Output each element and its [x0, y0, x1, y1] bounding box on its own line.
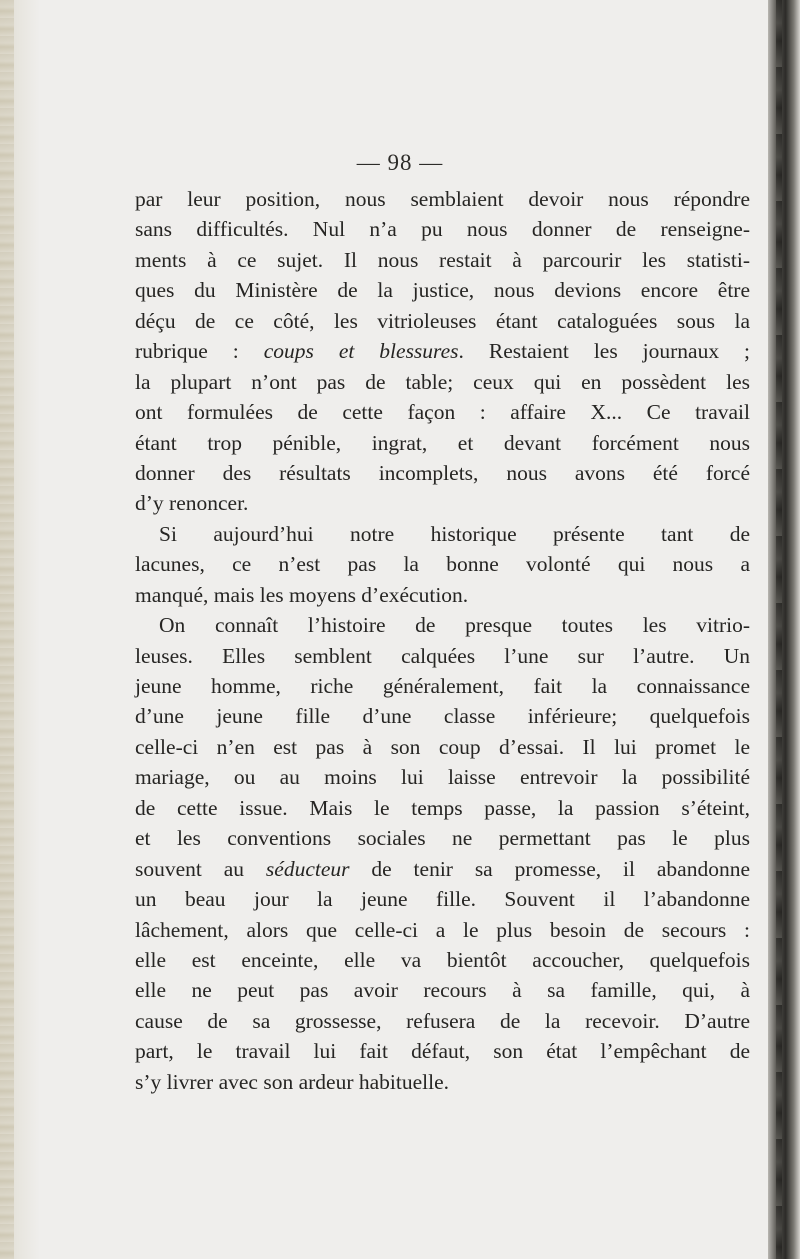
text-line [135, 1006, 750, 1036]
text-line [135, 367, 750, 397]
text-line [135, 945, 750, 975]
text-span: lâchement, alors que celle-ci a le plus besoin de secours : [135, 917, 750, 942]
text-span: On connaît l’histoire de presque toutes les vitrio- [159, 613, 750, 638]
italic-text-span: coups et blessures [263, 339, 459, 364]
text-line [135, 428, 750, 458]
text-span: sans difficultés. Nul n’a pu nous donner de renseigne- [135, 217, 750, 242]
text-line [135, 275, 750, 305]
book-binding-edge [768, 0, 800, 1259]
text-line [135, 245, 750, 275]
text-span: s’y livrer avec son ardeur habituelle. [135, 1069, 450, 1094]
text-line [135, 701, 750, 731]
text-line [135, 915, 750, 945]
scan-left-margin [0, 0, 40, 1259]
text-span: de cette issue. Mais le temps passe, la passion s’éteint, [135, 795, 750, 820]
text-line [135, 306, 750, 336]
text-line [135, 214, 750, 244]
text-line [135, 1036, 750, 1066]
text-line [135, 397, 750, 427]
text-span: d’une jeune fille d’une classe inférieure; quelquefois [135, 704, 750, 729]
text-line [135, 671, 750, 701]
text-span: ont formulées de cette façon : affaire X... Ce travail [135, 400, 750, 425]
text-line [135, 580, 750, 610]
text-line [135, 488, 750, 518]
text-span: cause de sa grossesse, refusera de la recevoir. D’autre [135, 1008, 750, 1033]
text-span: donner des résultats incomplets, nous avons été forcé [135, 460, 750, 485]
text-line [135, 336, 750, 366]
text-span: étant trop pénible, ingrat, et devant forcément nous [135, 430, 750, 455]
page-number: — 98 — [356, 150, 444, 175]
text-line [135, 823, 750, 853]
text-line [135, 762, 750, 792]
text-span: d’y renoncer. [135, 491, 249, 516]
text-span: . Restaient les journaux ; [458, 339, 750, 364]
text-span: un beau jour la jeune fille. Souvent il l’abandonne [135, 887, 750, 912]
italic-text-span: séducteur [265, 856, 350, 881]
text-span: et les conventions sociales ne permettant pas le plus [135, 826, 750, 851]
text-line [135, 884, 750, 914]
text-span: leuses. Elles semblent calquées l’une sur l’autre. Un [135, 643, 750, 668]
text-line [135, 1067, 750, 1097]
text-span: jeune homme, riche généralement, fait la connaissance [135, 674, 750, 698]
text-span: souvent au [135, 856, 266, 881]
text-span: manqué, mais les moyens d’exécution. [135, 582, 469, 607]
text-line [135, 641, 750, 671]
text-span: déçu de ce côté, les vitrioleuses étant cataloguées sous la [135, 308, 750, 333]
text-span: par leur position, nous semblaient devoir nous répondre [135, 187, 750, 211]
text-span: elle ne peut pas avoir recours à sa famille, qui, à [135, 978, 750, 1003]
text-span: ments à ce sujet. Il nous restait à parcourir les statisti- [135, 247, 750, 272]
text-span: celle-ci n’en est pas à son coup d’essai. Il lui promet le [135, 734, 750, 759]
text-span: mariage, ou au moins lui laisse entrevoir la possibilité [135, 765, 750, 790]
text-line [135, 975, 750, 1005]
text-span: ques du Ministère de la justice, nous devions encore être [135, 278, 750, 303]
text-line [135, 184, 750, 214]
text-line [135, 458, 750, 488]
text-span: part, le travail lui fait défaut, son état l’empêchant de [135, 1039, 750, 1064]
text-span: la plupart n’ont pas de table; ceux qui en possèdent les [135, 369, 750, 394]
text-line [135, 793, 750, 823]
text-line [135, 519, 750, 549]
text-line [135, 854, 750, 884]
body-text [135, 184, 750, 1097]
text-line [135, 610, 750, 640]
text-line [135, 732, 750, 762]
text-span: rubrique : [135, 339, 264, 364]
text-span: lacunes, ce n’est pas la bonne volonté qui nous a [135, 552, 750, 577]
text-span: elle est enceinte, elle va bientôt accoucher, quelquefois [135, 947, 750, 972]
text-span: Si aujourd’hui notre historique présente tant de [159, 521, 750, 546]
text-line [135, 549, 750, 579]
text-span: de tenir sa promesse, il abandonne [349, 856, 750, 881]
